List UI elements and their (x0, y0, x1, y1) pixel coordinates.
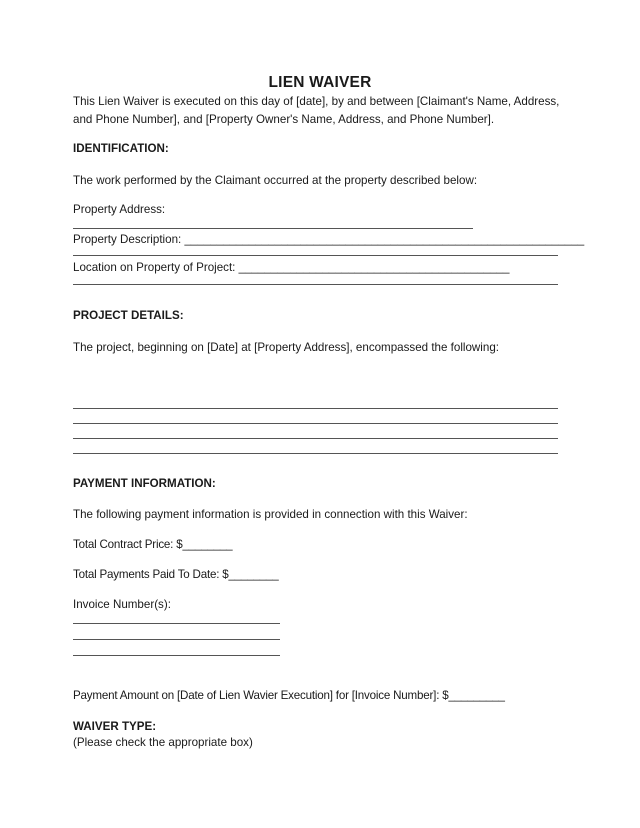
property-address-blank-line[interactable] (73, 228, 473, 229)
property-description-blank-line[interactable] (73, 255, 558, 256)
invoice-number-blank-line[interactable] (73, 655, 280, 656)
project-details-blank-line[interactable] (73, 453, 558, 454)
location-on-property-blank-line[interactable] (73, 284, 558, 285)
invoice-numbers-label: Invoice Number(s): (73, 598, 171, 611)
payment-information-intro: The following payment information is provided in connection with this Waiver: (73, 508, 468, 521)
total-payments-paid-field[interactable]: Total Payments Paid To Date: $________ (73, 568, 279, 581)
project-details-blank-line[interactable] (73, 423, 558, 424)
payment-amount-field[interactable]: Payment Amount on [Date of Lien Wavier Execution] for [Invoice Number]: $_________ (73, 689, 505, 702)
property-description-label: Property Description: ______________________________________________________________ (73, 233, 585, 246)
total-contract-price-field[interactable]: Total Contract Price: $________ (73, 538, 233, 551)
location-on-property-label: Location on Property of Project: __________________________________________ (73, 261, 510, 274)
property-address-label: Property Address: (73, 203, 166, 216)
project-details-intro: The project, beginning on [Date] at [Property Address], encompassed the following: (73, 341, 499, 354)
identification-intro: The work performed by the Claimant occurred at the property described below: (73, 174, 478, 187)
section-heading-payment-information: PAYMENT INFORMATION: (73, 477, 216, 490)
invoice-number-blank-line[interactable] (73, 623, 280, 624)
intro-paragraph: This Lien Waiver is executed on this day of [date], by and between [Claimant's Name, Address, and Phone Number], and [Property Owner's Name, Address, and Phone Number]. (73, 95, 560, 126)
section-heading-identification: IDENTIFICATION: (73, 142, 169, 155)
waiver-type-instruction: (Please check the appropriate box) (73, 736, 253, 749)
page-title: LIEN WAIVER (268, 74, 372, 91)
project-details-blank-line[interactable] (73, 438, 558, 439)
invoice-number-blank-line[interactable] (73, 639, 280, 640)
section-heading-waiver-type: WAIVER TYPE: (73, 720, 157, 733)
section-heading-project-details: PROJECT DETAILS: (73, 309, 184, 322)
project-details-blank-line[interactable] (73, 408, 558, 409)
